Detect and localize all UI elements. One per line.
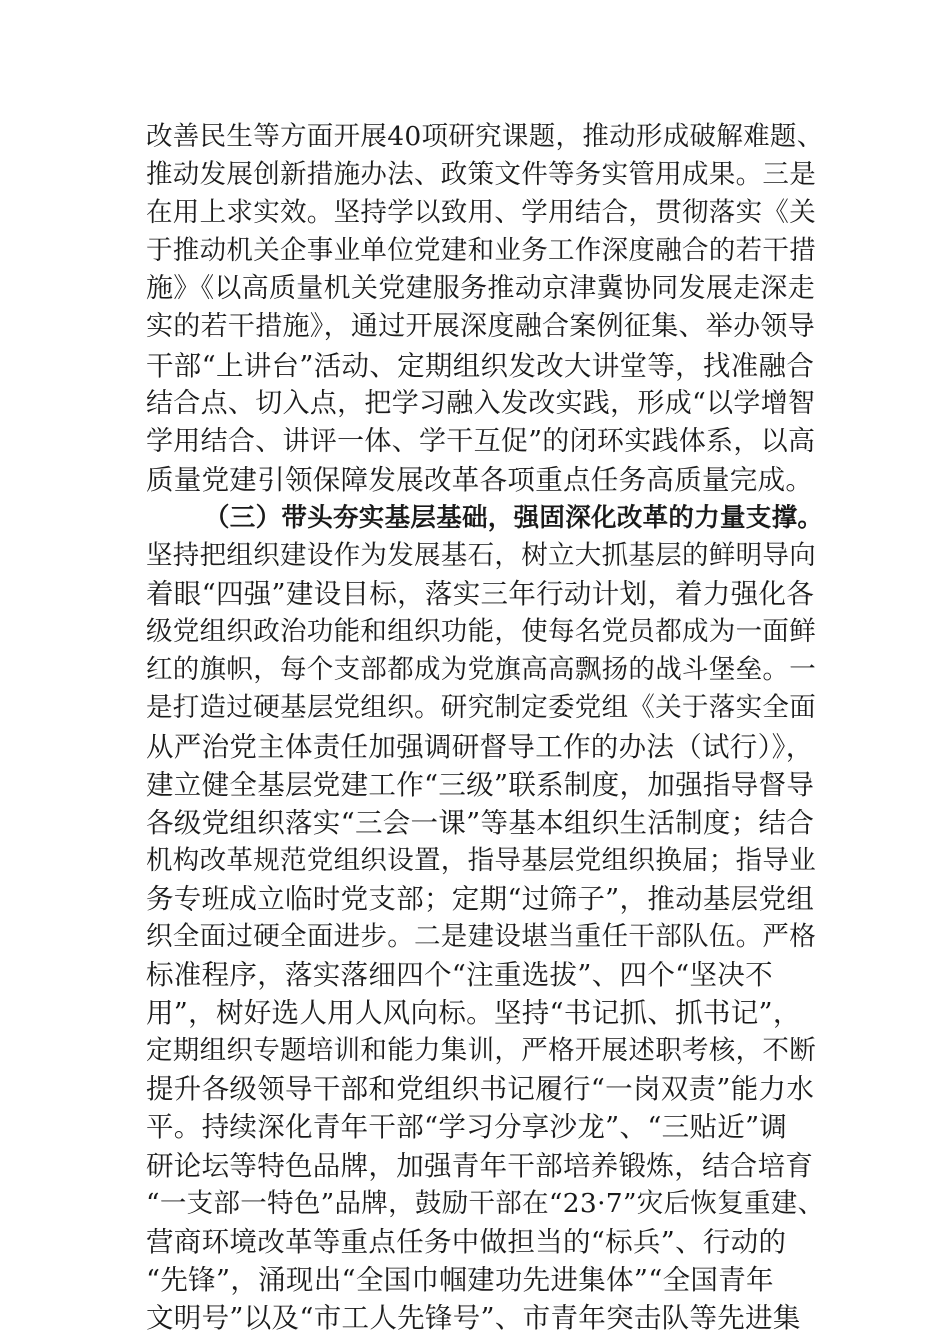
text-line: 干部“上讲台”活动、定期组织发改大讲堂等，找准融合 [146,349,815,382]
text-line: 改善民生等方面开展40项研究课题，推动形成破解难题、 [146,121,824,152]
body-text [146,118,826,1337]
text-line: “先锋”，涌现出“全国巾帼建功先进集体”“全国青年 [146,1263,774,1296]
text-line: 红的旗帜，每个支部都成为党旗高高飘扬的战斗堡垒。一 [146,654,816,686]
text-line: 用”，树好选人用人风向标。坚持“书记抓、抓书记”， [146,997,801,1030]
text-line: 机构改革规范党组织设置，指导基层党组织换届；指导业 [146,844,816,876]
text-line: 施》《以高质量机关党建服务推动京津冀协同发展走深走 [146,273,815,305]
text-line: 着眼“四强”建设目标，落实三年行动计划，着力强化各 [146,578,815,611]
text-line: 平。持续深化青年干部“学习分享沙龙”、“三贴近”调 [146,1111,788,1144]
text-line: 结合点、切入点，把学习融入发改实践，形成“以学增智 [146,387,816,419]
text-line: 质量党建引领保障发展改革各项重点任务高质量完成。 [146,463,814,496]
section-heading: （三）带头夯实基层基础，强固深化改革的力量支撑。 [204,502,824,533]
text-line: 是打造过硬基层党组织。研究制定委党组《关于落实全面 [146,692,816,724]
text-line: 文明号”以及“市工人先锋号”、市青年突击队等先进集 [146,1301,801,1334]
text-line: 务专班成立临时党支部；定期“过筛子”，推动基层党组 [146,882,815,915]
text-line: 建立健全基层党建工作“三级”联系制度，加强指导督导 [146,768,815,801]
text-line: “一支部一特色”品牌，鼓励干部在“23·7”灾后恢复重建、 [146,1187,825,1219]
text-line: 级党组织政治功能和组织功能，使每名党员都成为一面鲜 [146,616,816,648]
text-line: 研论坛等特色品牌，加强青年干部培养锻炼，结合培育 [146,1149,814,1182]
text-line: 坚持把组织建设作为发展基石，树立大抓基层的鲜明导向 [146,540,816,572]
text-line: 标准程序，落实落细四个“注重选拔”、四个“坚决不 [146,959,773,992]
text-line: 学用结合、讲评一体、学干互促”的闭环实践体系，以高 [146,425,816,457]
text-line: 营商环境改革等重点任务中做担当的“标兵”、行动的 [146,1225,787,1258]
text-line: 各级党组织落实“三会一课”等基本组织生活制度；结合 [146,806,815,839]
text-line: 从严治党主体责任加强调研督导工作的办法（试行）》， [146,730,814,763]
text-line: 定期组织专题培训和能力集训，严格开展述职考核，不断 [146,1035,816,1067]
text-line: 推动发展创新措施办法、政策文件等务实管用成果。三是 [146,159,816,191]
text-line: 提升各级领导干部和党组织书记履行“一岗双责”能力水 [146,1073,815,1106]
text-line: 织全面过硬全面进步。二是建设堪当重任干部队伍。严格 [146,920,816,952]
text-line: 于推动机关企事业单位党建和业务工作深度融合的若干措 [146,235,816,267]
text-line: 在用上求实效。坚持学以致用、学用结合，贯彻落实《关 [146,197,816,229]
text-line: 实的若干措施》，通过开展深度融合案例征集、举办领导 [146,311,815,343]
